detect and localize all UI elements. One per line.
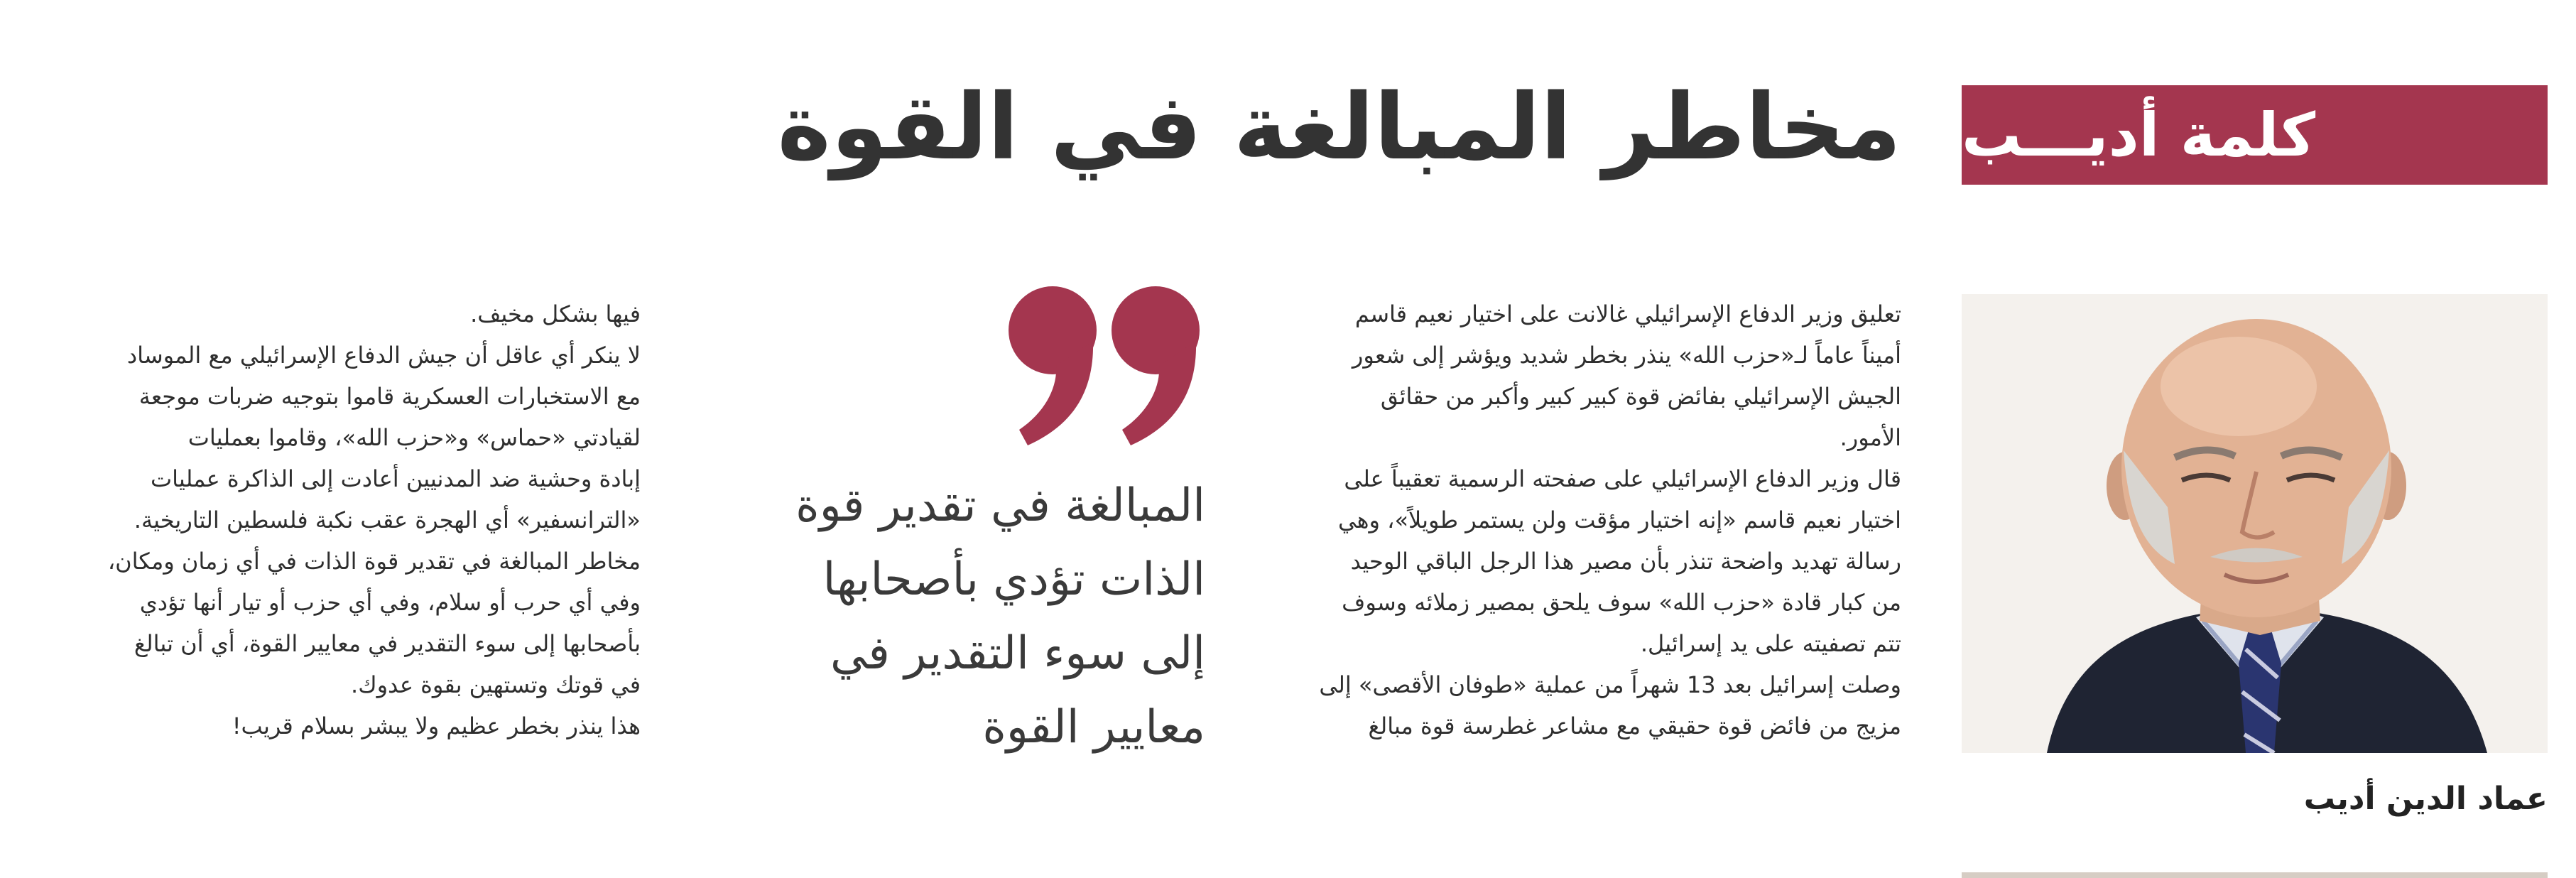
body-line: رسالة تهديد واضحة تنذر بأن مصير هذا الرجل الباقي الوحيد — [1350, 548, 1901, 575]
body-line: فيها بشكل مخيف. — [470, 300, 641, 327]
body-line: اختيار نعيم قاسم «إنه اختيار مؤقت ولن يستمر طويلاً»، وهي — [1337, 506, 1901, 533]
body-line: الجيش الإسرائيلي بفائض قوة كبير كبير وأكبر من حقائق — [1380, 383, 1901, 410]
body-line: الأمور. — [1839, 424, 1901, 451]
pull-quote-line: معايير القوة — [982, 701, 1205, 754]
article-headline: مخاطر المبالغة في القوة — [777, 75, 1901, 180]
author-name: عماد الدين أديب — [2303, 781, 2548, 817]
body-line: قال وزير الدفاع الإسرائيلي على صفحته الرسمية تعقيباً على — [1344, 465, 1901, 492]
body-line: هذا ينذر بخطر عظيم ولا يبشر بسلام قريب! — [232, 712, 641, 739]
pull-quote-line: الذات تؤدي بأصحابها — [822, 553, 1205, 606]
body-line: تعليق وزير الدفاع الإسرائيلي غالانت على اختيار نعيم قاسم — [1354, 300, 1901, 327]
body-line: من كبار قادة «حزب الله» سوف يلحق بمصير زملائه وسوف — [1342, 589, 1901, 616]
body-line: أميناً عاماً لـ«حزب الله» ينذر بخطر شديد ويؤشر إلى شعور — [1352, 342, 1901, 369]
body-line: مخاطر المبالغة في تقدير قوة الذات في أي زمان ومكان، — [107, 548, 641, 575]
article-body-right-column — [1276, 293, 1901, 747]
body-line: وصلت إسرائيل بعد 13 شهراً من عملية «طوفان الأقصى» إلى — [1319, 671, 1901, 698]
body-line: «الترانسفير» أي الهجرة عقب نكبة فلسطين التاريخية. — [134, 506, 641, 533]
body-line: مزيج من فائض قوة حقيقي مع مشاعر غطرسة قوة مبالغ — [1368, 712, 1901, 739]
pull-quote-line: المبالغة في تقدير قوة — [795, 479, 1205, 532]
body-line: بأصحابها إلى سوء التقدير في معايير القوة، أي أن تبالغ — [134, 630, 641, 657]
author-portrait — [1962, 294, 2548, 753]
body-line: إبادة وحشية ضد المدنيين أعادت إلى الذاكرة عمليات — [151, 465, 641, 492]
body-line: وفي أي حرب أو سلام، وفي أي حزب أو تيار أنها تؤدي — [139, 589, 641, 616]
body-line: لا ينكر أي عاقل أن جيش الدفاع الإسرائيلي مع الموساد — [126, 342, 641, 369]
portrait-illustration — [1962, 294, 2548, 753]
body-line: لقيادتي «حماس» و«حزب الله»، وقاموا بعمليات — [188, 424, 641, 451]
body-line: في قوتك وتستهين بقوة عدوك. — [351, 671, 641, 698]
bottom-divider — [1962, 872, 2548, 878]
body-line: تتم تصفيته على يد إسرائيل. — [1640, 630, 1901, 657]
pull-quote-line: إلى سوء التقدير في — [830, 627, 1205, 680]
closing-quote-icon — [996, 281, 1209, 451]
body-line: مع الاستخبارات العسكرية قاموا بتوجيه ضربات موجعة — [138, 383, 641, 410]
column-badge — [1962, 85, 2548, 185]
column-badge-label: كلمة أديـــب — [1962, 100, 2316, 170]
article-body-left-column — [30, 293, 641, 747]
pull-quote — [637, 469, 1205, 764]
